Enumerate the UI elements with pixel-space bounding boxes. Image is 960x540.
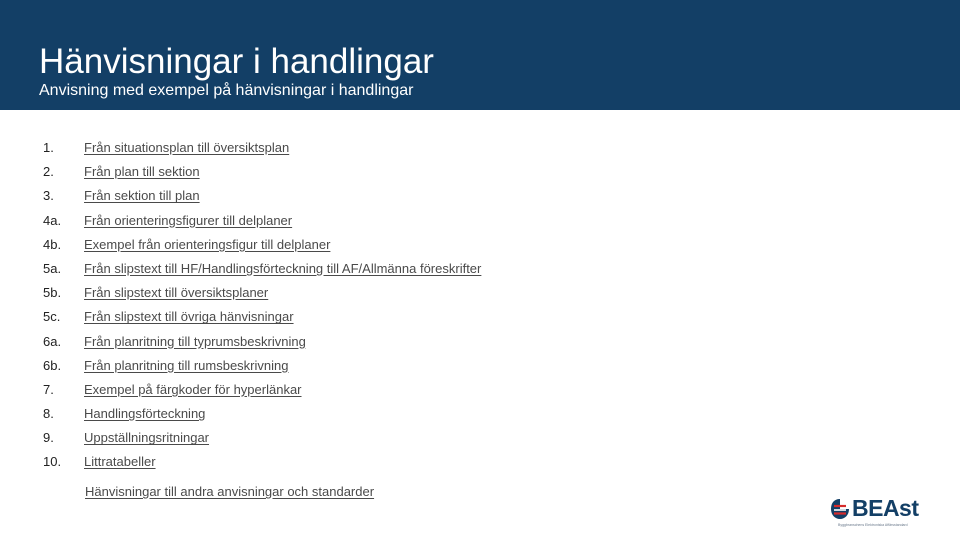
toc-number: 1. xyxy=(43,140,54,155)
toc-number: 3. xyxy=(43,188,54,204)
toc-link[interactable]: Exempel på färgkoder för hyperlänkar xyxy=(84,381,302,397)
toc-row xyxy=(0,188,960,212)
toc-number: 9. xyxy=(43,430,54,446)
toc-link[interactable]: Exempel från orienteringsfigur till delplaner xyxy=(84,236,331,252)
toc-number: 2. xyxy=(43,164,54,180)
logo-wordmark: BEAst xyxy=(852,495,919,521)
toc-number: 6b. xyxy=(43,357,62,373)
link-other-guidelines[interactable]: Hänvisningar till andra anvisningar och standarder xyxy=(85,484,375,499)
toc-link[interactable]: Från slipstext till HF/Handlingsförteckning till AF/Allmänna föreskrifter xyxy=(84,260,482,276)
toc-row xyxy=(0,406,960,430)
toc-link[interactable]: Från orienteringsfigurer till delplaner xyxy=(84,212,293,228)
toc-row xyxy=(0,213,960,237)
toc-link[interactable]: Från plan till sektion xyxy=(84,164,200,180)
toc-row xyxy=(0,285,960,309)
toc-number: 5a. xyxy=(43,260,62,276)
toc-number: 10. xyxy=(43,454,62,470)
toc-number: 8. xyxy=(43,406,54,422)
toc-number: 5c. xyxy=(43,309,61,325)
logo-tagline: Byggbranschens Elektroniska Affärsstandard xyxy=(838,523,908,527)
toc-row xyxy=(0,237,960,261)
toc-number: 4b. xyxy=(43,236,62,252)
toc-row xyxy=(0,261,960,285)
beast-logo xyxy=(828,494,932,530)
toc-link[interactable]: Från situationsplan till översiktsplan xyxy=(84,140,290,155)
toc-row xyxy=(0,164,960,188)
toc-row xyxy=(0,430,960,454)
toc-link[interactable]: Från planritning till typrumsbeskrivning xyxy=(84,333,306,349)
page-subtitle: Anvisning med exempel på hänvisningar i handlingar xyxy=(39,82,414,99)
toc-number: 4a. xyxy=(43,212,62,228)
toc-link[interactable]: Uppställningsritningar xyxy=(84,430,210,446)
toc-link[interactable]: Från sektion till plan xyxy=(84,188,200,204)
toc-link[interactable]: Från slipstext till övriga hänvisningar xyxy=(84,309,294,325)
toc-row xyxy=(0,140,960,164)
toc-link[interactable]: Littratabeller xyxy=(84,454,156,470)
toc-link[interactable]: Från slipstext till översiktsplaner xyxy=(84,285,269,301)
toc-row xyxy=(0,382,960,406)
toc-row xyxy=(0,358,960,382)
toc-number: 7. xyxy=(43,381,54,397)
toc-row xyxy=(0,454,960,478)
beast-logo-icon xyxy=(828,497,852,521)
table-of-contents xyxy=(0,140,960,479)
toc-row xyxy=(0,309,960,333)
toc-link[interactable]: Från planritning till rumsbeskrivning xyxy=(84,357,289,373)
header-banner xyxy=(0,0,960,110)
toc-number: 5b. xyxy=(43,285,62,301)
toc-row xyxy=(0,334,960,358)
toc-number: 6a. xyxy=(43,333,62,349)
page-title: Hänvisningar i handlingar xyxy=(39,42,434,81)
toc-link[interactable]: Handlingsförteckning xyxy=(84,406,206,422)
